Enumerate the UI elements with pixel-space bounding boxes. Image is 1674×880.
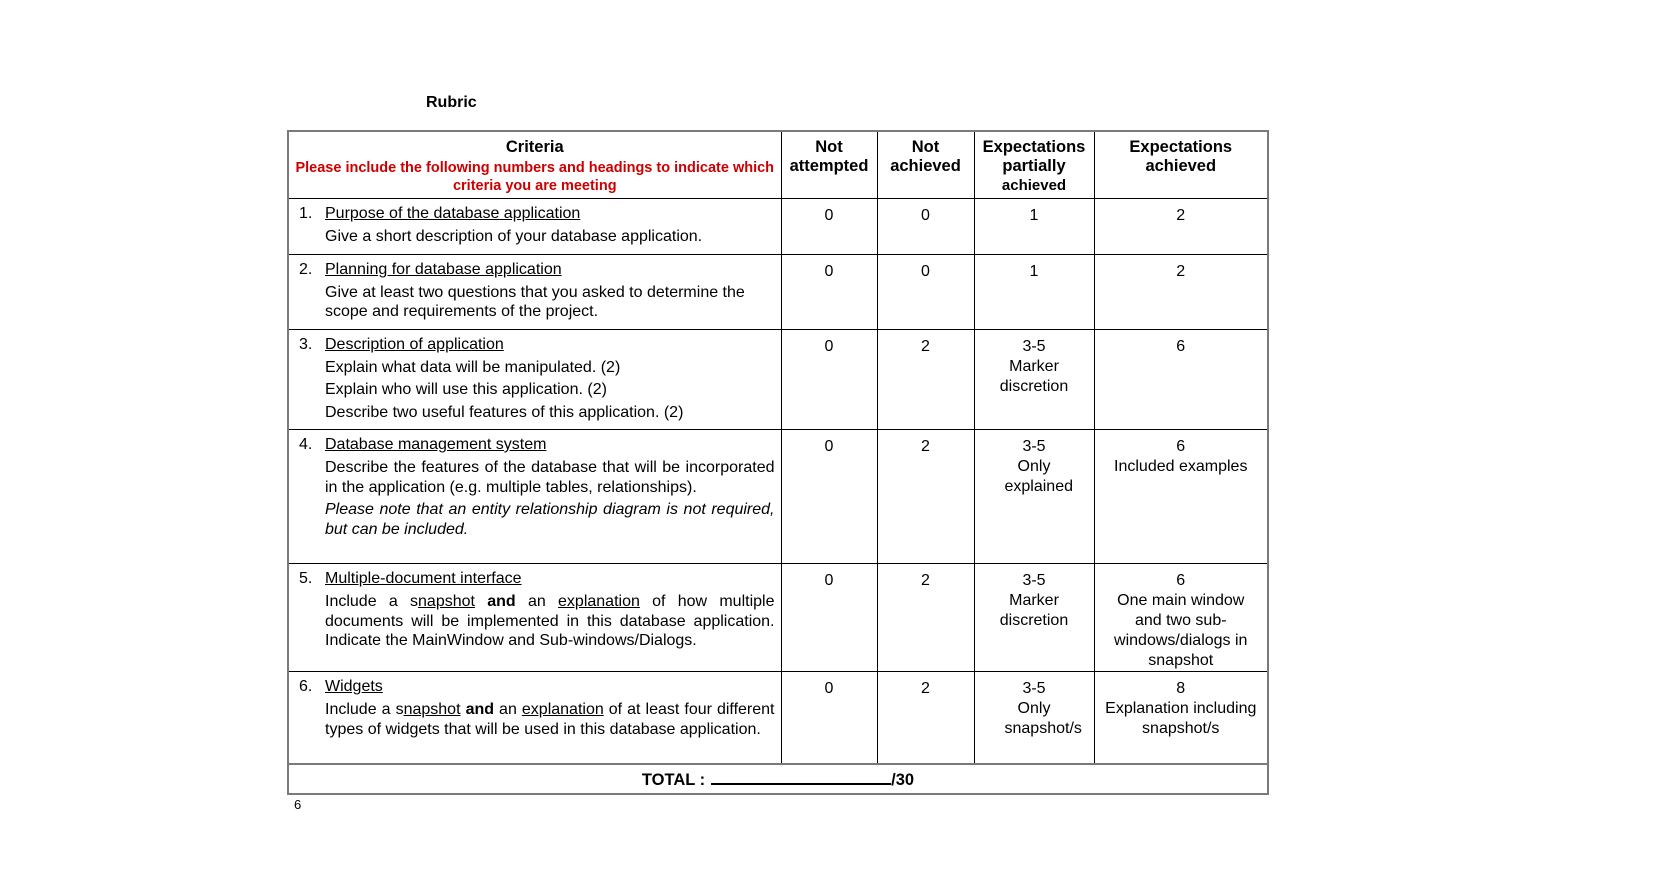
criterion-cell xyxy=(288,199,781,255)
score-value: 3-5 xyxy=(1022,438,1046,455)
header-line: Expectations xyxy=(982,138,1086,156)
score-value: 3-5 xyxy=(1022,680,1046,697)
not-achieved-score xyxy=(877,329,974,430)
partial-score xyxy=(974,254,1094,329)
achieved-score xyxy=(1094,564,1268,672)
criterion-number: 1. xyxy=(299,205,313,222)
page-number: 6 xyxy=(294,797,302,812)
rubric-heading: Rubric xyxy=(426,94,477,111)
score-value: 1 xyxy=(1029,207,1039,224)
total-label: TOTAL : xyxy=(641,771,706,789)
not-achieved-score xyxy=(877,672,974,765)
not-achieved-score xyxy=(877,564,974,672)
rubric-table xyxy=(287,130,1269,795)
not-achieved-score xyxy=(877,254,974,329)
score-value: 6 xyxy=(1176,337,1186,355)
not-attempted-score xyxy=(781,254,877,329)
partially-achieved-header xyxy=(974,131,1094,199)
criterion-heading: Database management system xyxy=(325,436,547,453)
partial-score xyxy=(974,430,1094,564)
score-value: 0 xyxy=(921,262,930,280)
partial-score xyxy=(974,199,1094,255)
criterion-heading: Multiple-document interface xyxy=(325,570,522,587)
total-row xyxy=(288,764,1268,794)
achieved-score xyxy=(1094,199,1268,255)
criterion-row xyxy=(288,672,1268,765)
criteria-header xyxy=(288,131,781,199)
criterion-row xyxy=(288,430,1268,564)
criterion-description: Explain who will use this application. (2) xyxy=(325,381,607,398)
criterion-number: 3. xyxy=(299,335,313,353)
score-description: Marker discretion xyxy=(999,357,1069,395)
not-achieved-header xyxy=(877,131,974,199)
score-description: One main window and two sub-windows/dialogs in snapshot xyxy=(1114,592,1248,669)
score-value: 2 xyxy=(921,337,930,355)
header-line: Not xyxy=(815,138,843,156)
achieved-score xyxy=(1094,430,1268,564)
criterion-number: 2. xyxy=(299,260,313,278)
partial-score xyxy=(974,564,1094,672)
score-description: Marker discretion xyxy=(999,592,1069,629)
header-line: achieved xyxy=(890,157,961,175)
score-description: Only explained xyxy=(1004,458,1073,495)
criterion-description: Give at least two questions that you asked to determine the scope and requirements of the project. xyxy=(325,283,745,320)
criterion-row xyxy=(288,254,1268,329)
total-blank[interactable] xyxy=(711,765,891,785)
criterion-description: Give a short description of your database application. xyxy=(325,228,703,245)
criterion-cell xyxy=(288,672,781,765)
score-value: 0 xyxy=(824,207,834,224)
criterion-number: 4. xyxy=(299,436,313,453)
criteria-header-title: Criteria xyxy=(505,138,564,156)
score-value: 2 xyxy=(1176,207,1186,224)
score-description: Included examples xyxy=(1114,458,1248,475)
achieved-header xyxy=(1094,131,1268,199)
criterion-description: Include a snapshot and an explanation of at least four different types of widgets that will be used in this database application. xyxy=(325,701,775,738)
achieved-score xyxy=(1094,329,1268,430)
score-value: 6 xyxy=(1176,438,1186,455)
criterion-cell xyxy=(288,564,781,672)
score-description: Only snapshot/s xyxy=(1004,700,1082,737)
criterion-heading: Purpose of the database application xyxy=(325,205,581,222)
score-value: 6 xyxy=(1176,572,1186,589)
not-achieved-score xyxy=(877,199,974,255)
header-line: partially xyxy=(1002,157,1066,175)
header-row xyxy=(288,131,1268,199)
partial-score xyxy=(974,329,1094,430)
not-attempted-score xyxy=(781,329,877,430)
criterion-description: Describe two useful features of this application. (2) xyxy=(325,403,684,421)
header-line: Expectations xyxy=(1129,138,1233,156)
header-line: attempted xyxy=(789,157,869,175)
score-value: 2 xyxy=(921,438,930,455)
score-value: 0 xyxy=(921,207,930,224)
score-value: 0 xyxy=(824,572,834,589)
criterion-cell xyxy=(288,430,781,564)
score-value: 8 xyxy=(1176,680,1186,697)
criterion-row xyxy=(288,564,1268,672)
score-value: 0 xyxy=(824,438,834,455)
criterion-cell xyxy=(288,329,781,430)
criterion-heading: Widgets xyxy=(325,678,383,695)
partial-score xyxy=(974,672,1094,765)
score-value: 1 xyxy=(1029,262,1039,280)
total-cell xyxy=(288,764,1268,794)
not-attempted-score xyxy=(781,199,877,255)
score-value: 0 xyxy=(824,337,834,355)
score-value: 0 xyxy=(824,680,834,697)
not-attempted-score xyxy=(781,564,877,672)
criterion-heading: Planning for database application xyxy=(325,260,562,278)
criterion-heading: Description of application xyxy=(325,335,504,353)
score-value: 2 xyxy=(921,680,930,697)
score-value: 3-5 xyxy=(1022,572,1046,589)
achieved-score xyxy=(1094,672,1268,765)
score-description: Explanation including snapshot/s xyxy=(1105,700,1257,737)
criterion-cell xyxy=(288,254,781,329)
criterion-note: Please note that an entity relationship diagram is not required, but can be included. xyxy=(325,501,775,538)
not-achieved-score xyxy=(877,430,974,564)
header-line: achieved xyxy=(1001,177,1067,194)
criterion-description: Include a snapshot and an explanation of how multiple documents will be implemented in this database application. Indicate the MainWindow and Sub-windows/Dialogs. xyxy=(325,593,775,649)
not-attempted-score xyxy=(781,672,877,765)
total-max: /30 xyxy=(891,771,915,789)
criteria-header-note: Please include the following numbers and headings to indicate which criteria you are meeting xyxy=(295,160,775,194)
header-line: Not xyxy=(911,138,940,156)
criterion-number: 6. xyxy=(299,678,313,695)
score-value: 2 xyxy=(921,572,930,589)
criterion-row xyxy=(288,329,1268,430)
score-value: 2 xyxy=(1176,262,1186,280)
criterion-description: Describe the features of the database that will be incorporated in the application (e.g. multiple tables, relationships). xyxy=(325,459,775,496)
criterion-description: Explain what data will be manipulated. (2) xyxy=(325,358,621,376)
not-attempted-header xyxy=(781,131,877,199)
header-line: achieved xyxy=(1145,157,1217,175)
score-value: 3-5 xyxy=(1022,337,1046,355)
score-value: 0 xyxy=(824,262,834,280)
criterion-number: 5. xyxy=(299,570,313,587)
achieved-score xyxy=(1094,254,1268,329)
not-attempted-score xyxy=(781,430,877,564)
criterion-row xyxy=(288,199,1268,255)
